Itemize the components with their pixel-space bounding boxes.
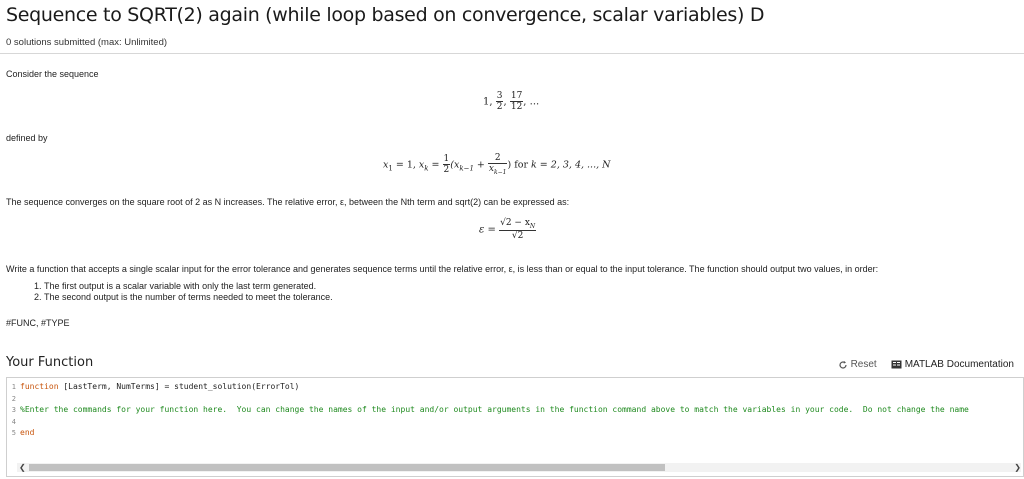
code-line[interactable] xyxy=(7,428,34,439)
rec-two-frac xyxy=(488,154,508,176)
rec-two-den xyxy=(488,163,508,176)
rec-open-sub: k−1 xyxy=(459,164,474,173)
scroll-left-icon[interactable]: ❮ xyxy=(19,463,26,472)
editor-toolbar xyxy=(838,359,1014,370)
code-keyword: end xyxy=(20,428,35,437)
convergence-text: The sequence converges on the square root of 2 as N increases. The relative error, ε, between the Nth term and sqrt(2) can be expressed as: xyxy=(6,197,570,207)
rec-xk: x xyxy=(418,159,425,171)
rec-x1: x xyxy=(383,159,389,171)
reset-label: Reset xyxy=(850,359,877,370)
seq-sep: , xyxy=(503,96,507,108)
err-num-sub: N xyxy=(529,222,536,230)
scroll-right-icon[interactable]: ❯ xyxy=(1014,463,1021,472)
rec-two-num: 2 xyxy=(494,153,501,163)
line-number: 4 xyxy=(11,418,16,426)
sequence-formula xyxy=(483,92,539,112)
rec-k: k xyxy=(531,159,537,171)
code-line[interactable] xyxy=(7,405,969,416)
rec-range: = 2, 3, 4, ..., N xyxy=(536,159,611,171)
intro-text: Consider the sequence xyxy=(6,69,99,79)
code-editor[interactable] xyxy=(6,377,1024,477)
rec-two-den-sub: k−1 xyxy=(493,168,507,176)
matlab-documentation-button[interactable] xyxy=(891,359,1014,370)
rec-x1-sub: 1 xyxy=(388,164,393,173)
reset-icon xyxy=(838,360,848,370)
tags: #FUNC, #TYPE xyxy=(6,318,70,328)
doc-label: MATLAB Documentation xyxy=(904,359,1014,370)
err-num-text: √2 − x xyxy=(500,218,530,228)
code-comment: %Enter the commands for your function here. You can change the names of the input and/or output arguments in the function command above to match the variables in your code. Do not change the name xyxy=(20,405,969,414)
code-line[interactable] xyxy=(7,382,299,393)
book-icon xyxy=(891,360,902,369)
recurrence-formula xyxy=(383,154,610,176)
err-num xyxy=(499,219,536,230)
horizontal-scrollbar[interactable] xyxy=(17,463,1021,472)
seq-frac-2-den: 12 xyxy=(510,102,523,112)
list-item: 2. The second output is the number of terms needed to meet the tolerance. xyxy=(44,292,333,303)
output-list xyxy=(32,281,333,303)
list-item: 1. The first output is a scalar variable with only the last term generated. xyxy=(44,281,333,292)
divider xyxy=(0,53,1024,54)
rec-close: ) xyxy=(507,159,512,171)
reset-button[interactable] xyxy=(838,359,877,370)
err-den: √2 xyxy=(499,230,536,241)
line-number: 3 xyxy=(11,406,16,414)
your-function-title: Your Function xyxy=(6,355,94,370)
code-text: [LastTerm, NumTerms] = student_solution(ErrorTol) xyxy=(58,382,300,391)
seq-frac-2-num: 17 xyxy=(510,91,523,101)
line-number: 2 xyxy=(11,395,16,403)
rec-two-den-x: x xyxy=(488,164,494,174)
page-title: Sequence to SQRT(2) again (while loop based on convergence, scalar variables) D xyxy=(6,4,765,26)
seq-tail: , ... xyxy=(523,96,540,108)
task-text: Write a function that accepts a single scalar input for the error tolerance and generates sequence terms until the relative error, ε, is less than or equal to the input tolerance. The function should output two values, in order: xyxy=(6,264,879,274)
rec-half-den: 2 xyxy=(443,164,450,175)
defined-by-text: defined by xyxy=(6,133,48,143)
line-number: 5 xyxy=(11,429,16,437)
rec-half-num: 1 xyxy=(443,153,450,164)
rec-open: (x xyxy=(450,159,460,171)
error-formula xyxy=(479,219,536,241)
code-line[interactable] xyxy=(7,417,20,428)
err-frac xyxy=(499,219,536,241)
rec-plus: + xyxy=(473,159,488,171)
seq-frac-1-num: 3 xyxy=(496,91,503,101)
rec-for: for xyxy=(511,159,532,171)
rec-eq2: = xyxy=(428,159,443,171)
seq-first: 1, xyxy=(483,96,493,108)
seq-frac-1-den: 2 xyxy=(496,102,503,112)
submission-count: 0 solutions submitted (max: Unlimited) xyxy=(6,37,168,48)
seq-frac-2 xyxy=(510,92,523,112)
code-line[interactable] xyxy=(7,394,20,405)
rec-xk-sub: k xyxy=(424,164,429,173)
err-lhs: ε = xyxy=(479,224,500,236)
line-number: 1 xyxy=(11,383,16,391)
scrollbar-thumb[interactable] xyxy=(29,464,665,471)
code-keyword: function xyxy=(20,382,59,391)
rec-eq1: = 1, xyxy=(392,159,419,171)
